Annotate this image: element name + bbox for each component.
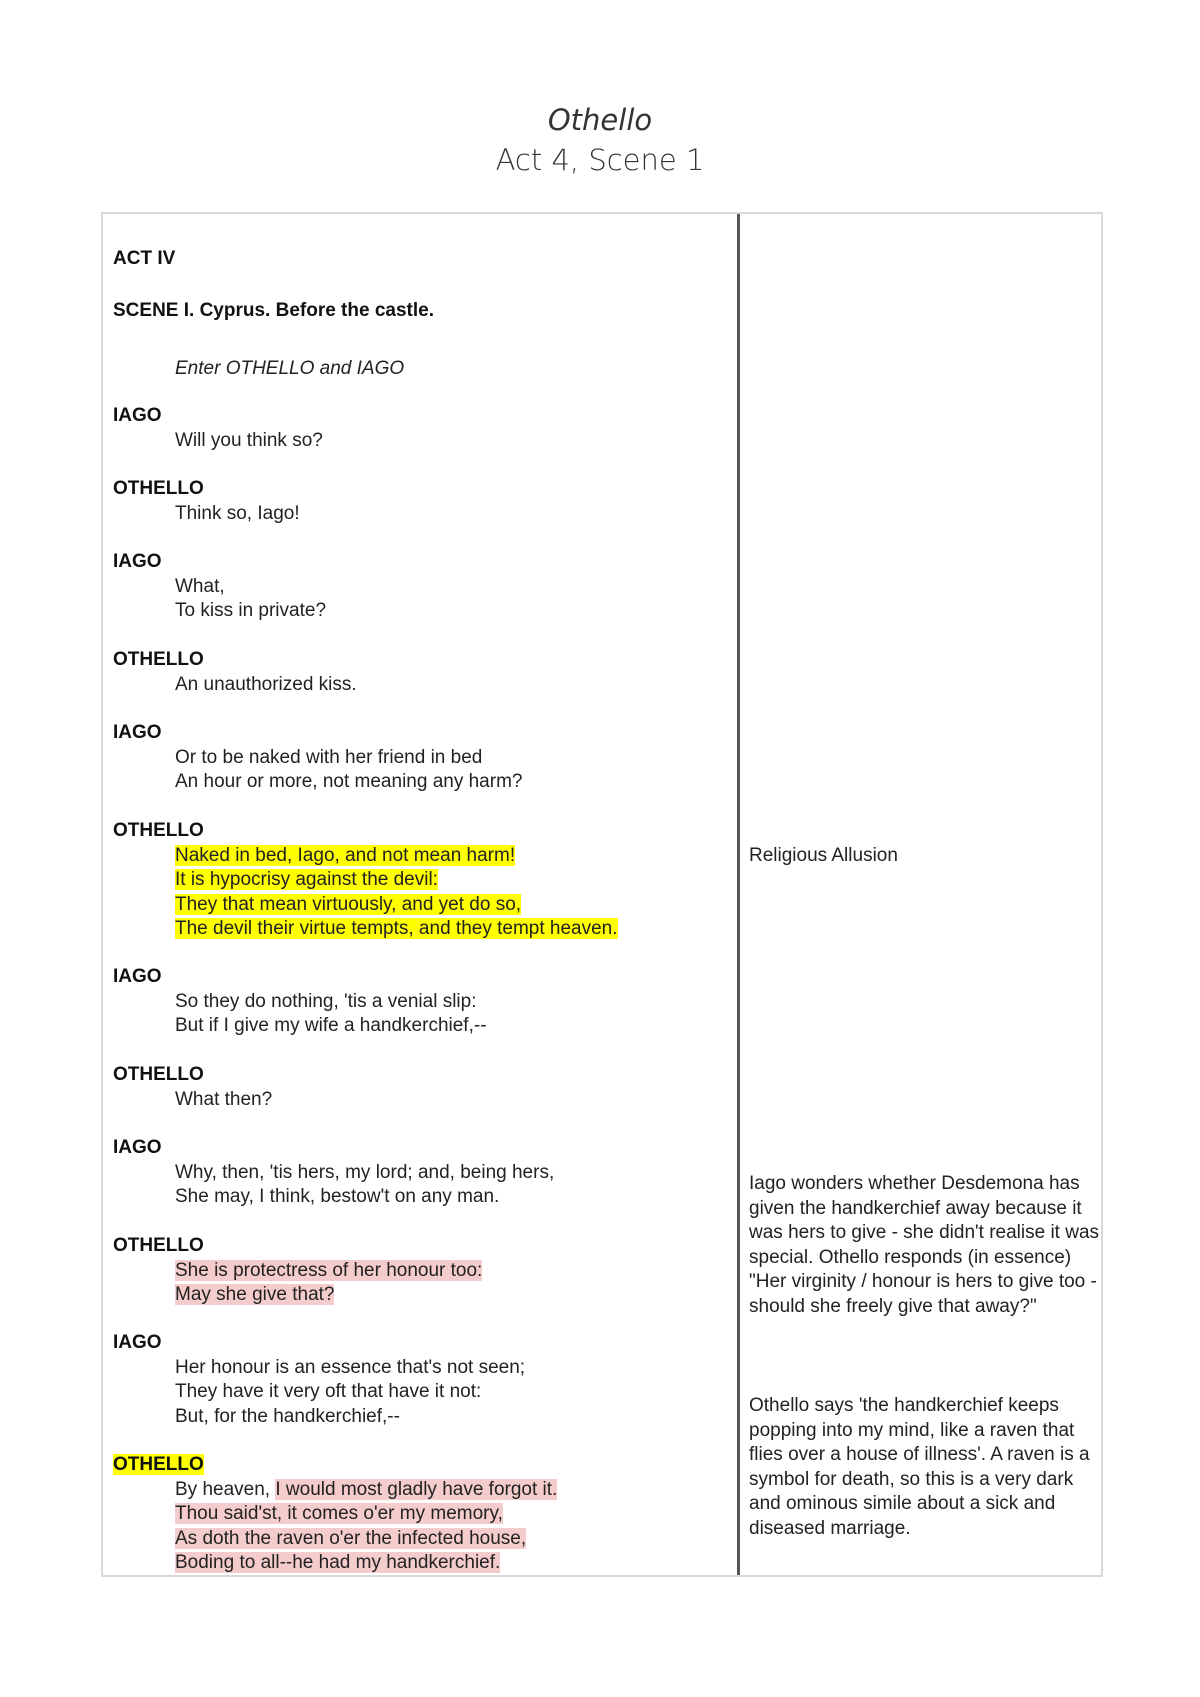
- speech: [113, 721, 522, 795]
- annotation-note: Religious Allusion: [749, 845, 898, 866]
- speech-line: [113, 893, 618, 918]
- highlighted-text: As doth the raven o'er the infected house,: [175, 1527, 527, 1549]
- plain-text: By heaven,: [175, 1478, 276, 1500]
- speech-line: An unauthorized kiss.: [175, 673, 357, 695]
- highlighted-text: I would most gladly have forgot it.: [275, 1478, 558, 1500]
- speech-line: [113, 1551, 557, 1576]
- speech: [113, 648, 357, 697]
- speech-line: Will you think so?: [175, 429, 323, 451]
- document-header: [0, 100, 1200, 180]
- speaker-name: [113, 1453, 557, 1478]
- speech-line: [113, 1502, 557, 1527]
- highlighted-text: She is protectress of her honour too:: [175, 1259, 483, 1281]
- stage-direction: Enter OTHELLO and IAGO: [175, 358, 405, 379]
- speech: [113, 1063, 272, 1112]
- speech-line: But if I give my wife a handkerchief,--: [175, 1015, 487, 1036]
- document-subtitle: Act 4, Scene 1: [495, 143, 705, 177]
- speaker-name: IAGO: [113, 1332, 162, 1353]
- speech-line: So they do nothing, 'tis a venial slip:: [175, 990, 477, 1012]
- highlighted-text: Thou said'st, it comes o'er my memory,: [175, 1503, 503, 1524]
- speech-line: [113, 844, 618, 869]
- speech-line: An hour or more, not meaning any harm?: [175, 771, 523, 792]
- highlighted-text: May she give that?: [175, 1284, 335, 1305]
- speech-line: [113, 1527, 557, 1552]
- speaker-name: IAGO: [113, 722, 162, 743]
- highlighted-text: Naked in bed, Iago, and not mean harm!: [175, 844, 516, 866]
- speaker-name: OTHELLO: [113, 1064, 204, 1085]
- speech-line: [113, 917, 618, 942]
- speech: [113, 1331, 525, 1429]
- speaker-name: OTHELLO: [113, 820, 204, 841]
- speech-line: What then?: [175, 1088, 273, 1110]
- speech: [113, 1234, 482, 1308]
- speech-line: Or to be naked with her friend in bed: [175, 746, 483, 768]
- document-title: Othello: [547, 103, 653, 137]
- speech-line: They have it very oft that have it not:: [175, 1381, 482, 1402]
- speech: [113, 1136, 554, 1210]
- speech-line: [113, 1283, 482, 1308]
- speech: [113, 404, 323, 453]
- speech-line: Her honour is an essence that's not seen;: [175, 1356, 526, 1378]
- scene-heading: SCENE I. Cyprus. Before the castle.: [113, 300, 434, 321]
- highlighted-speaker: OTHELLO: [113, 1454, 204, 1475]
- speaker-name: OTHELLO: [113, 478, 204, 499]
- annotation-note: Iago wonders whether Desdemona has given the handkerchief away because it was hers to give - she didn't realise it was special. Othello responds (in essence) "Her virginity / honour is hers to give too - should she freely give that away?": [749, 1173, 1100, 1317]
- speaker-name: IAGO: [113, 405, 162, 426]
- speech: [113, 550, 326, 624]
- speech-line: [113, 868, 618, 893]
- column-divider: [737, 214, 740, 1575]
- annotation-note: Othello says 'the handkerchief keeps popping into my mind, like a raven that flies over a house of illness'. A raven is a symbol for death, so this is a very dark and ominous simile about a sick and diseased marriage.: [749, 1395, 1090, 1539]
- speech: [113, 1453, 557, 1576]
- speaker-name: IAGO: [113, 1137, 162, 1158]
- speaker-name: OTHELLO: [113, 1235, 204, 1256]
- speech: [113, 819, 618, 942]
- speaker-name: IAGO: [113, 966, 162, 987]
- speech-line: [113, 1478, 557, 1503]
- speaker-name: IAGO: [113, 551, 162, 572]
- act-heading: ACT IV: [113, 248, 176, 269]
- speech-line: Think so, Iago!: [175, 502, 300, 524]
- speech: [113, 965, 487, 1039]
- annotation-table: [101, 212, 1103, 1577]
- highlighted-text: They that mean virtuously, and yet do so,: [175, 893, 522, 915]
- speech-line: What,: [175, 575, 225, 597]
- highlighted-text: Boding to all--he had my handkerchief.: [175, 1552, 501, 1573]
- highlighted-text: The devil their virtue tempts, and they tempt heaven.: [175, 918, 618, 939]
- speech-line: Why, then, 'tis hers, my lord; and, being hers,: [175, 1161, 555, 1183]
- speech-line: But, for the handkerchief,--: [175, 1405, 400, 1427]
- play-text-column: [113, 214, 733, 1575]
- speech: [113, 477, 300, 526]
- speech-line: [113, 1259, 482, 1284]
- highlighted-text: It is hypocrisy against the devil:: [175, 869, 438, 890]
- speech-line: To kiss in private?: [175, 600, 327, 621]
- speech-line: She may, I think, bestow't on any man.: [175, 1186, 500, 1207]
- annotations-column: [749, 214, 1099, 1575]
- speaker-name: OTHELLO: [113, 649, 204, 670]
